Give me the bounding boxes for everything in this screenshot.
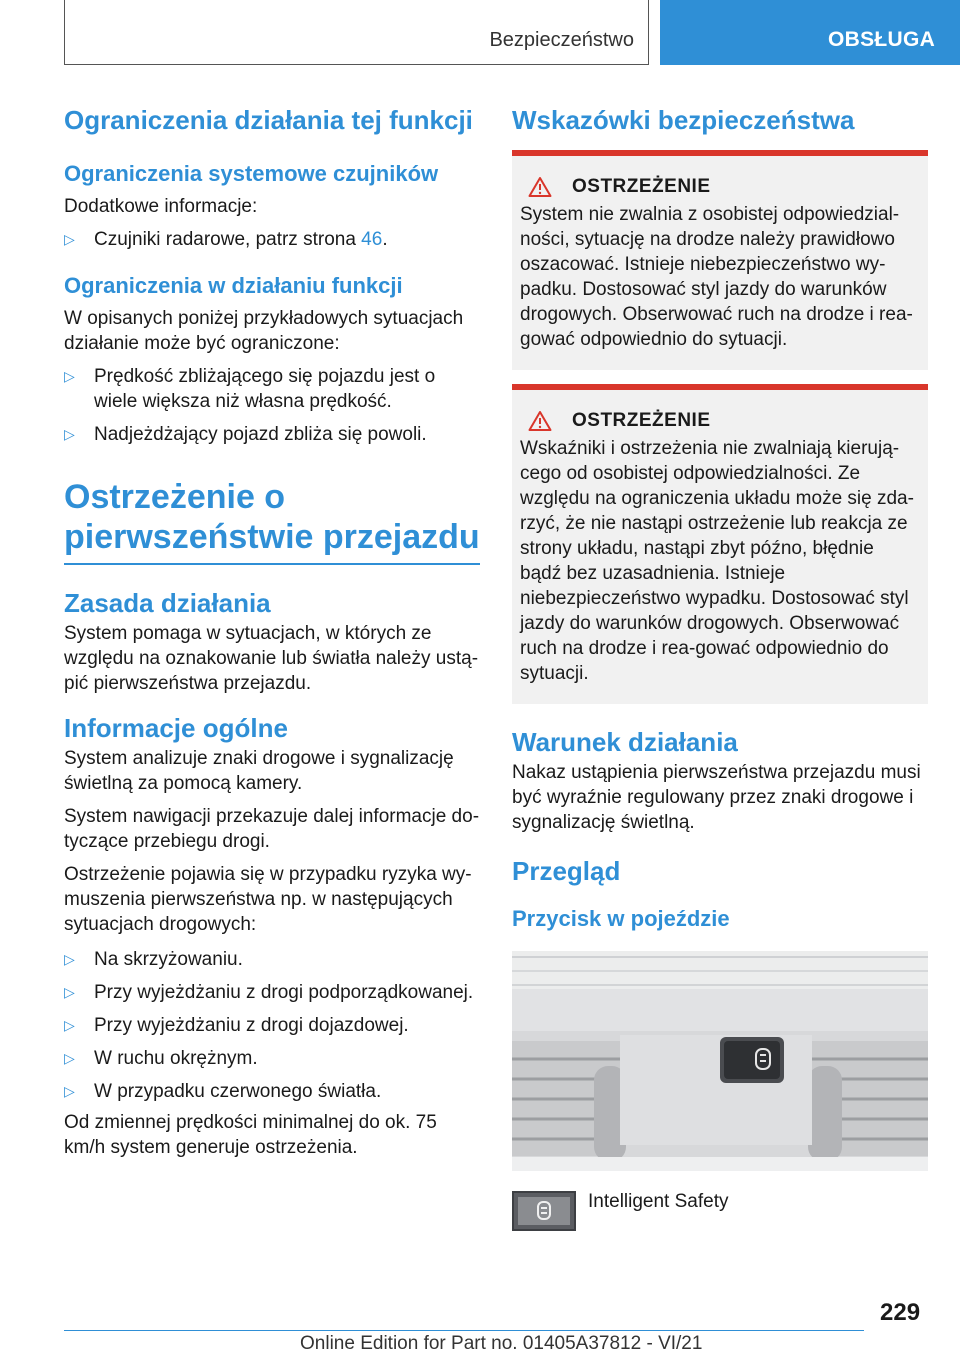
paragraph-general-2: System nawigacji przekazuje dalej informacje do-tyczące przebiegu drogi.: [64, 806, 480, 852]
warning-triangle-icon: [528, 410, 552, 432]
bullet-triangle-icon: ▷: [64, 951, 75, 967]
list-item-text: Przy wyjeżdżaniu z drogi podporządkowanej.: [94, 982, 474, 1003]
warning-title: OSTRZEŻENIE: [572, 176, 711, 197]
button-legend-label: Intelligent Safety: [588, 1191, 729, 1212]
bullet-triangle-icon: ▷: [64, 1083, 75, 1099]
heading-button-in-vehicle: Przycisk w pojeździe: [512, 906, 730, 931]
footer-edition: Online Edition for Part no. 01405A37812 - VI/21: [300, 1333, 703, 1354]
list-item-text: W ruchu okrężnym.: [94, 1048, 258, 1069]
warning-title: OSTRZEŻENIE: [572, 410, 711, 431]
dashboard-photo-illustration: [512, 951, 928, 1171]
list-item: [64, 364, 480, 414]
warning-header: [528, 410, 920, 432]
list-item-text: Nadjeżdżający pojazd zbliża się powoli.: [94, 424, 427, 445]
paragraph-general-1: System analizuje znaki drogowe i sygnalizację świetlną za pomocą kamery.: [64, 748, 454, 794]
paragraph-principle: System pomaga w sytuacjach, w których ze względu na oznakowanie lub światła należy ustą-pić pierwszeństwa przejazdu.: [64, 623, 479, 694]
main-heading-priority-warning: Ostrzeżenie o pierwszeństwie przejazdu: [64, 477, 480, 565]
paragraph-additional-info: Dodatkowe informacje:: [64, 196, 258, 217]
bullet-triangle-icon: ▷: [64, 368, 75, 384]
paragraph-function-limits: W opisanych poniżej przykładowych sytuacjach działanie może być ograniczone:: [64, 308, 464, 354]
heading-condition: Warunek działania: [512, 727, 738, 757]
bullet-triangle-icon: ▷: [64, 426, 75, 442]
header-section-box: [64, 0, 649, 65]
list-item: [64, 422, 480, 447]
bullet-triangle-icon: ▷: [64, 984, 75, 1000]
heading-function-limits: Ograniczenia działania tej funkcji: [64, 105, 473, 135]
warning-text: System nie zwalnia z osobistej odpowiedzial-ności, sytuację na drodze należy prawidłowo oszacować. Istnieje niebezpieczeństwo wy-padku. Dostosować styl jazdy do warunków drogowych. Obserwować ruch na drodze i rea-gować odpowiednio do sytuacji.: [520, 204, 913, 350]
warning-header: [528, 176, 920, 198]
header-section-title: Bezpieczeństwo: [489, 29, 634, 51]
bullet-triangle-icon: ▷: [64, 1050, 75, 1066]
list-item: [64, 947, 480, 972]
bullet-triangle-icon: ▷: [64, 1017, 75, 1033]
list-item: [64, 227, 480, 252]
warning-box: [512, 150, 928, 370]
warning-text: Wskaźniki i ostrzeżenia nie zwalniają kierują-cego od osobistej odpowiedzialności. Ze względu na ograniczenia układu może się zda-rzyć, że nie nastąpi ostrzeżenie lub reakcja ze strony układu, nastąpi zbyt późno, błędnie bądź bez uzasadnienia. Istnieje niebezpieczeństwo wypadku. Dostosować styl jazdy do warunków drogowych. Obserwować ruch na drodze i rea-gować odpowiednio do sytuacji.: [520, 438, 914, 684]
footer-divider: [64, 1330, 864, 1331]
heading-general-info: Informacje ogólne: [64, 713, 288, 743]
list-item-text: Prędkość zbliżającego się pojazdu jest o wiele większa niż własna prędkość.: [94, 366, 436, 412]
heading-limits-in-function: Ograniczenia w działaniu funkcji: [64, 273, 403, 298]
warning-triangle-icon: [528, 176, 552, 198]
list-item: [64, 980, 480, 1005]
left-column: [64, 104, 480, 1160]
paragraph-general-3: Ostrzeżenie pojawia się w przypadku ryzyka wy-muszenia pierwszeństwa np. w następujących sytuacjach drogowych:: [64, 864, 472, 935]
paragraph-speed-range: Od zmiennej prędkości minimalnej do ok. 75 km/h system generuje ostrzeżenia.: [64, 1112, 437, 1158]
header-chapter-tab[interactable]: [660, 0, 960, 65]
page-link-46[interactable]: 46: [361, 229, 383, 250]
heading-safety-notes: Wskazówki bezpieczeństwa: [512, 105, 855, 135]
heading-principle: Zasada działania: [64, 588, 271, 618]
heading-system-limits: Ograniczenia systemowe czujników: [64, 161, 439, 186]
list-item-text: Czujniki radarowe, patrz strona: [94, 229, 362, 250]
list-item-text-end: .: [382, 229, 388, 250]
intelligent-safety-button-icon[interactable]: [512, 1191, 576, 1231]
bullet-triangle-icon: ▷: [64, 231, 75, 247]
button-legend: [512, 1189, 928, 1231]
list-item: [64, 1013, 480, 1038]
list-item-text: Na skrzyżowaniu.: [94, 949, 243, 970]
list-item-text: Przy wyjeżdżaniu z drogi dojazdowej.: [94, 1015, 409, 1036]
header-chapter-label: OBSŁUGA: [828, 28, 936, 51]
right-column: [512, 104, 928, 1231]
list-item: [64, 1079, 480, 1104]
paragraph-condition: Nakaz ustąpienia pierwszeństwa przejazdu musi być wyraźnie regulowany przez znaki drogowe i sygnalizację świetlną.: [512, 762, 921, 833]
list-item: [64, 1046, 480, 1071]
warning-box: [512, 384, 928, 704]
page-number: 229: [880, 1299, 921, 1326]
dashboard-button-photo: [512, 951, 928, 1171]
heading-overview: Przegląd: [512, 856, 621, 886]
car-safety-icon: [512, 1191, 576, 1231]
list-item-text: W przypadku czerwonego światła.: [94, 1081, 382, 1102]
